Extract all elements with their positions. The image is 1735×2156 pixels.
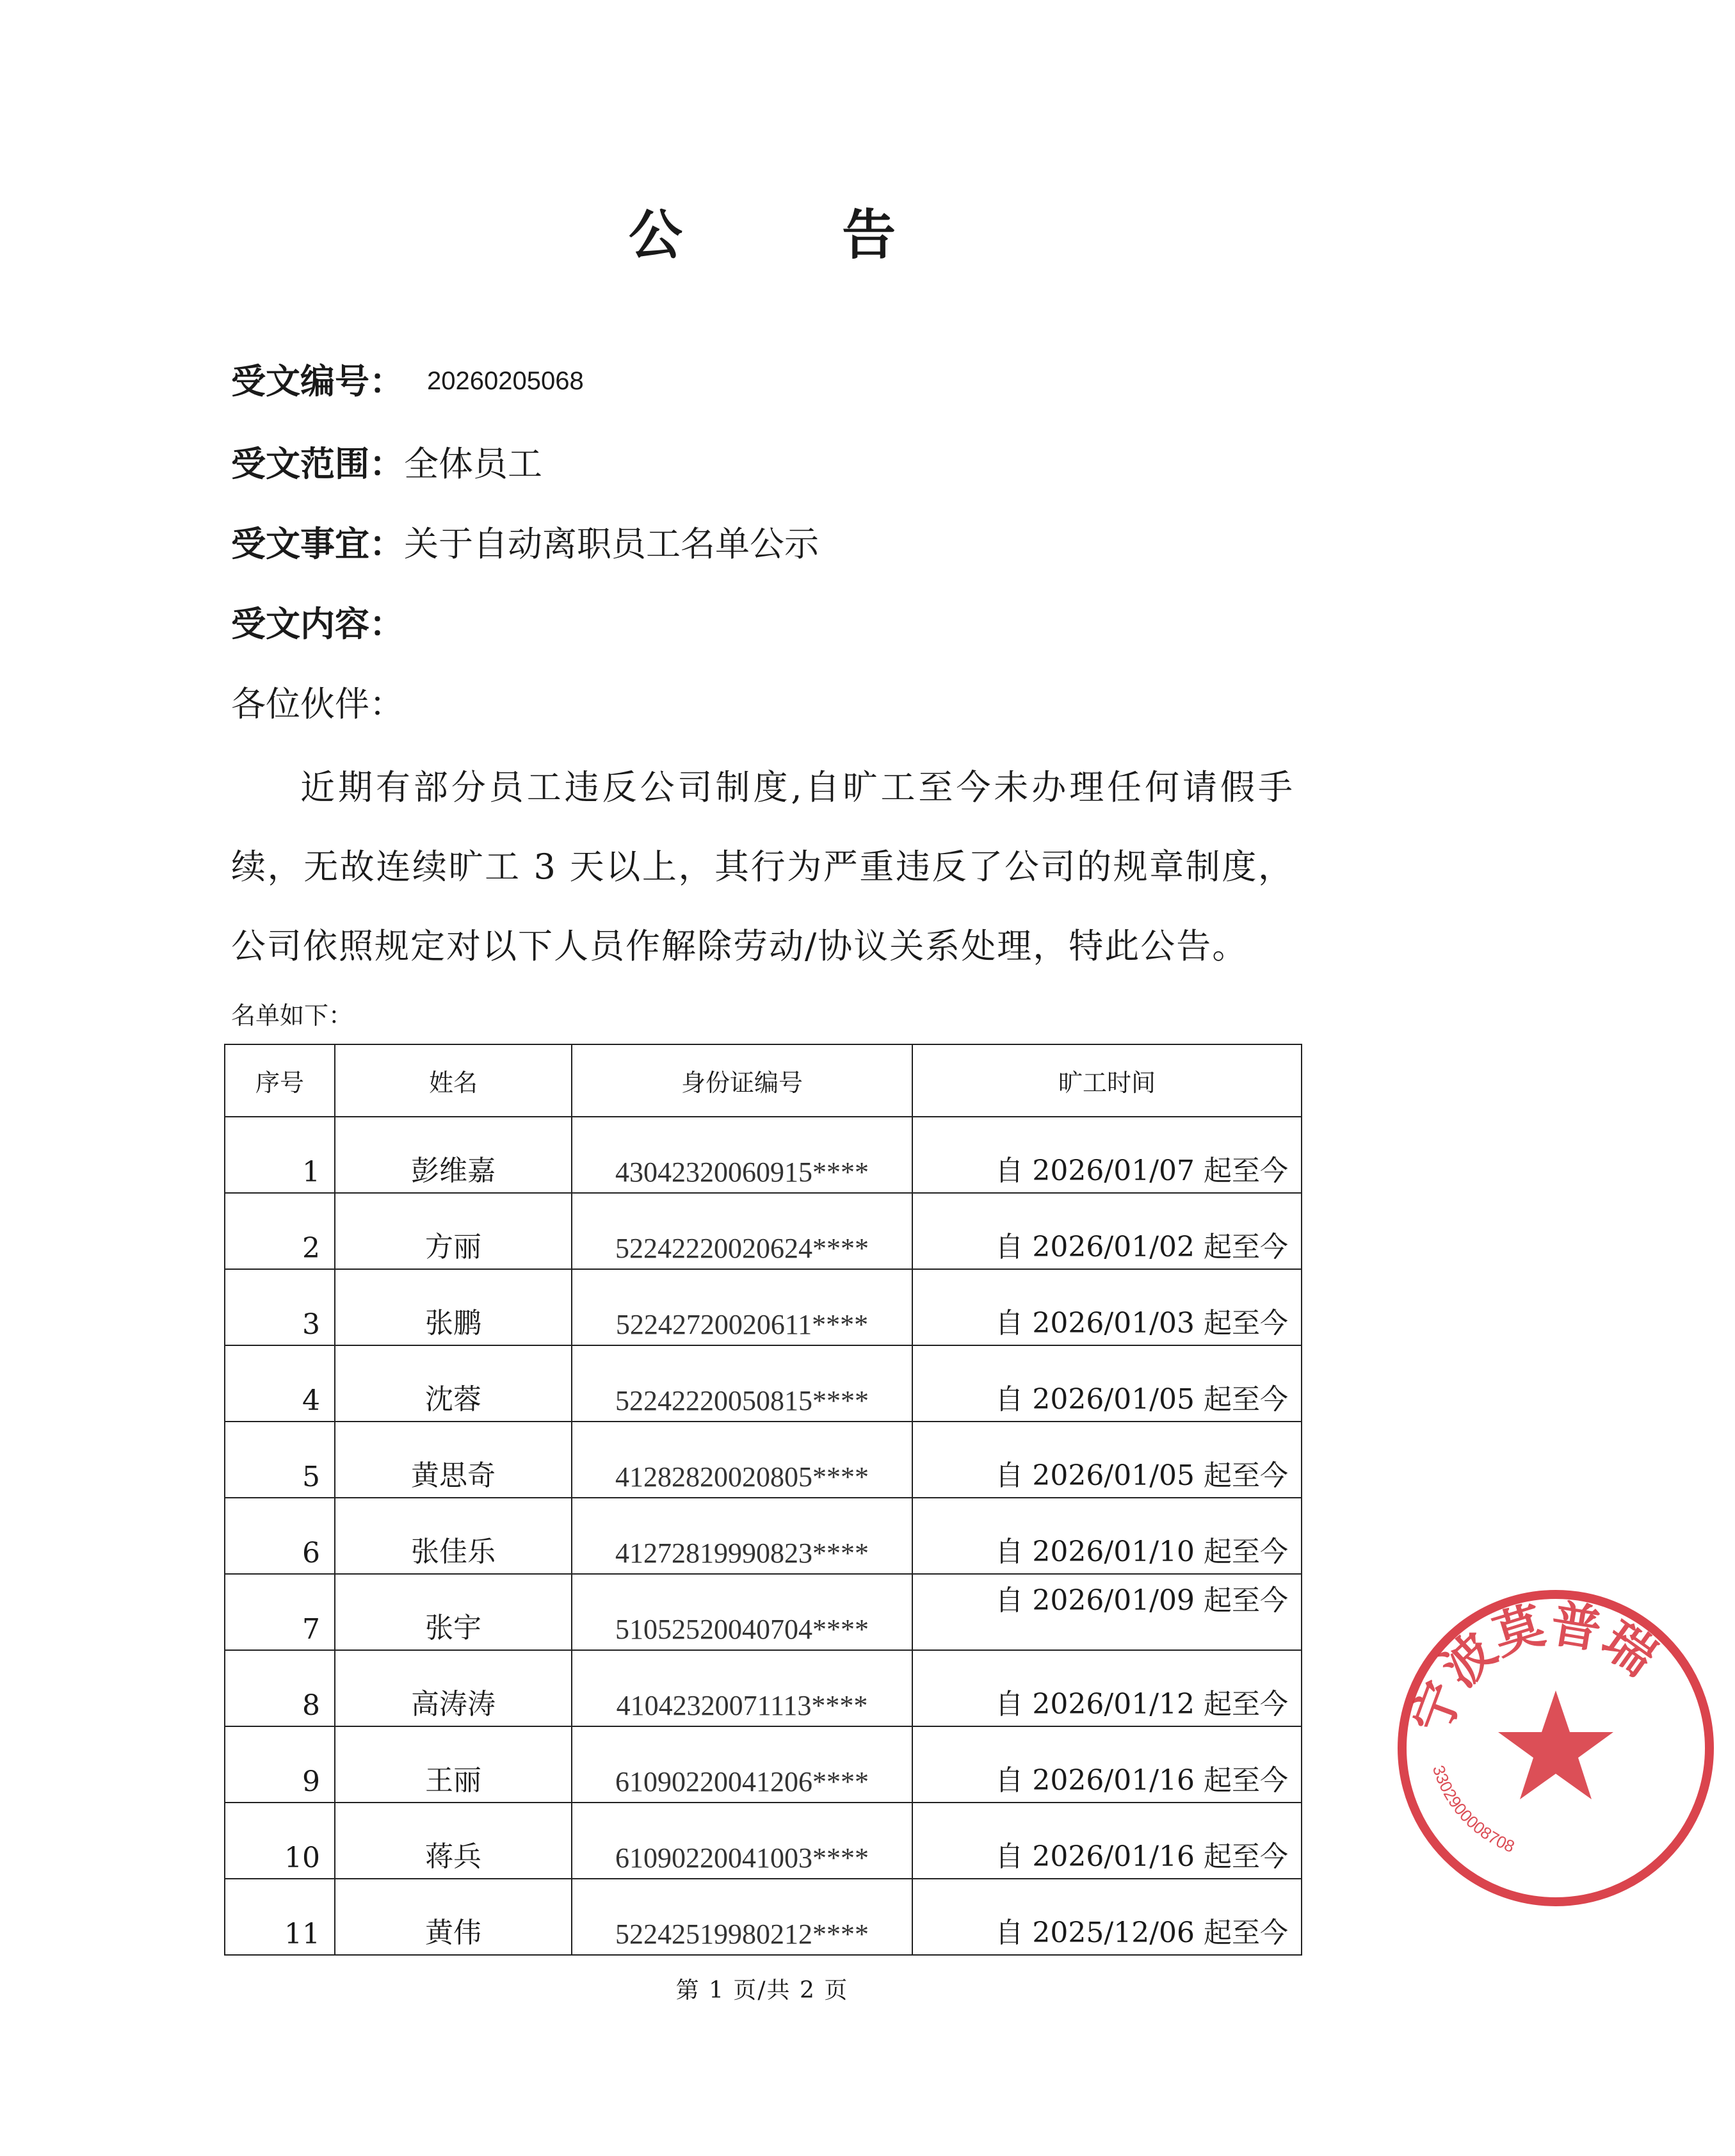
cell-index: 6 (225, 1498, 335, 1574)
header-id-number: 身份证编号 (572, 1044, 912, 1117)
cell-absence-time: 自 2026/01/16 起至今 (912, 1803, 1302, 1879)
cell-id-number: 52242220020624**** (572, 1193, 912, 1269)
table-row (225, 1117, 1302, 1193)
cell-index: 1 (225, 1117, 335, 1193)
cell-absence-time: 自 2026/01/09 起至今 (912, 1574, 1302, 1650)
greeting-text: 各位伙伴： (231, 684, 404, 724)
cell-id-number: 51052520040704**** (572, 1574, 912, 1650)
scope-value: 全体员工 (404, 444, 542, 484)
cell-absence-time: 自 2026/01/12 起至今 (912, 1650, 1302, 1726)
cell-name: 黄思奇 (335, 1422, 572, 1498)
table-row (225, 1803, 1302, 1879)
cell-id-number: 52242519980212**** (572, 1879, 912, 1955)
cell-id-number: 41272819990823**** (572, 1498, 912, 1574)
doc-number-row (231, 355, 584, 407)
cell-id-number: 41282820020805**** (572, 1422, 912, 1498)
cell-index: 3 (225, 1269, 335, 1345)
cell-absence-time: 自 2026/01/10 起至今 (912, 1498, 1302, 1574)
cell-index: 11 (225, 1879, 335, 1955)
cell-absence-time: 自 2026/01/05 起至今 (912, 1422, 1302, 1498)
page-title: 公 告 (628, 204, 967, 266)
cell-name: 张佳乐 (335, 1498, 572, 1574)
table-header-row (225, 1044, 1302, 1117)
table-row (225, 1726, 1302, 1803)
header-name: 姓名 (335, 1044, 572, 1117)
dismissal-table (224, 1044, 1302, 1956)
company-seal (1376, 1569, 1735, 1927)
cell-id-number: 43042320060915**** (572, 1117, 912, 1193)
table-row (225, 1650, 1302, 1726)
list-caption: 名单如下： (231, 1001, 353, 1030)
cell-name: 蒋兵 (335, 1803, 572, 1879)
cell-absence-time: 自 2026/01/05 起至今 (912, 1345, 1302, 1422)
table-row (225, 1193, 1302, 1269)
content-row (231, 599, 404, 650)
content-label: 受文内容： (231, 604, 404, 644)
header-index: 序号 (225, 1044, 335, 1117)
cell-index: 10 (225, 1803, 335, 1879)
cell-name: 张鹏 (335, 1269, 572, 1345)
table-row (225, 1345, 1302, 1422)
seal-star-icon (1498, 1690, 1613, 1799)
cell-index: 7 (225, 1574, 335, 1650)
cell-index: 4 (225, 1345, 335, 1422)
cell-id-number: 61090220041003**** (572, 1803, 912, 1879)
greeting (231, 679, 404, 730)
table-row (225, 1574, 1302, 1650)
table-row (225, 1879, 1302, 1955)
cell-absence-time: 自 2026/01/03 起至今 (912, 1269, 1302, 1345)
cell-id-number: 61090220041206**** (572, 1726, 912, 1803)
scope-label: 受文范围： (231, 444, 404, 484)
header-absence-time: 旷工时间 (912, 1044, 1302, 1117)
page-footer: 第 1 页/共 2 页 (675, 1977, 849, 2004)
cell-absence-time: 自 2026/01/02 起至今 (912, 1193, 1302, 1269)
cell-index: 2 (225, 1193, 335, 1269)
cell-absence-time: 自 2025/12/06 起至今 (912, 1879, 1302, 1955)
matter-label: 受文事宜： (231, 524, 404, 564)
cell-name: 沈蓉 (335, 1345, 572, 1422)
matter-row (231, 519, 819, 570)
cell-name: 高涛涛 (335, 1650, 572, 1726)
cell-name: 黄伟 (335, 1879, 572, 1955)
seal-company-text: 宁波莫普瑞 (1402, 1594, 1666, 1742)
cell-id-number: 52242720020611**** (572, 1269, 912, 1345)
cell-name: 张宇 (335, 1574, 572, 1650)
table-row (225, 1269, 1302, 1345)
table-row (225, 1498, 1302, 1574)
cell-absence-time: 自 2026/01/07 起至今 (912, 1117, 1302, 1193)
doc-number-value: 20260205068 (427, 367, 584, 395)
cell-name: 彭维嘉 (335, 1117, 572, 1193)
scope-row (231, 439, 542, 490)
doc-number-label: 受文编号： (231, 361, 404, 401)
cell-name: 方丽 (335, 1193, 572, 1269)
body-paragraph: 近期有部分员工违反公司制度,自旷工至今未办理任何请假手续，无故连续旷工 3 天以上，其行为严重违反了公司的规章制度，公司依照规定对以下人员作解除劳动/协议关系处理，特此公告。 (231, 767, 1294, 966)
cell-absence-time: 自 2026/01/16 起至今 (912, 1726, 1302, 1803)
cell-name: 王丽 (335, 1726, 572, 1803)
cell-id-number: 52242220050815**** (572, 1345, 912, 1422)
matter-value: 关于自动离职员工名单公示 (404, 524, 819, 564)
cell-id-number: 41042320071113**** (572, 1650, 912, 1726)
cell-index: 8 (225, 1650, 335, 1726)
cell-index: 9 (225, 1726, 335, 1803)
cell-index: 5 (225, 1422, 335, 1498)
seal-code-text: 3302900008708 (1428, 1763, 1518, 1856)
table-row (225, 1422, 1302, 1498)
